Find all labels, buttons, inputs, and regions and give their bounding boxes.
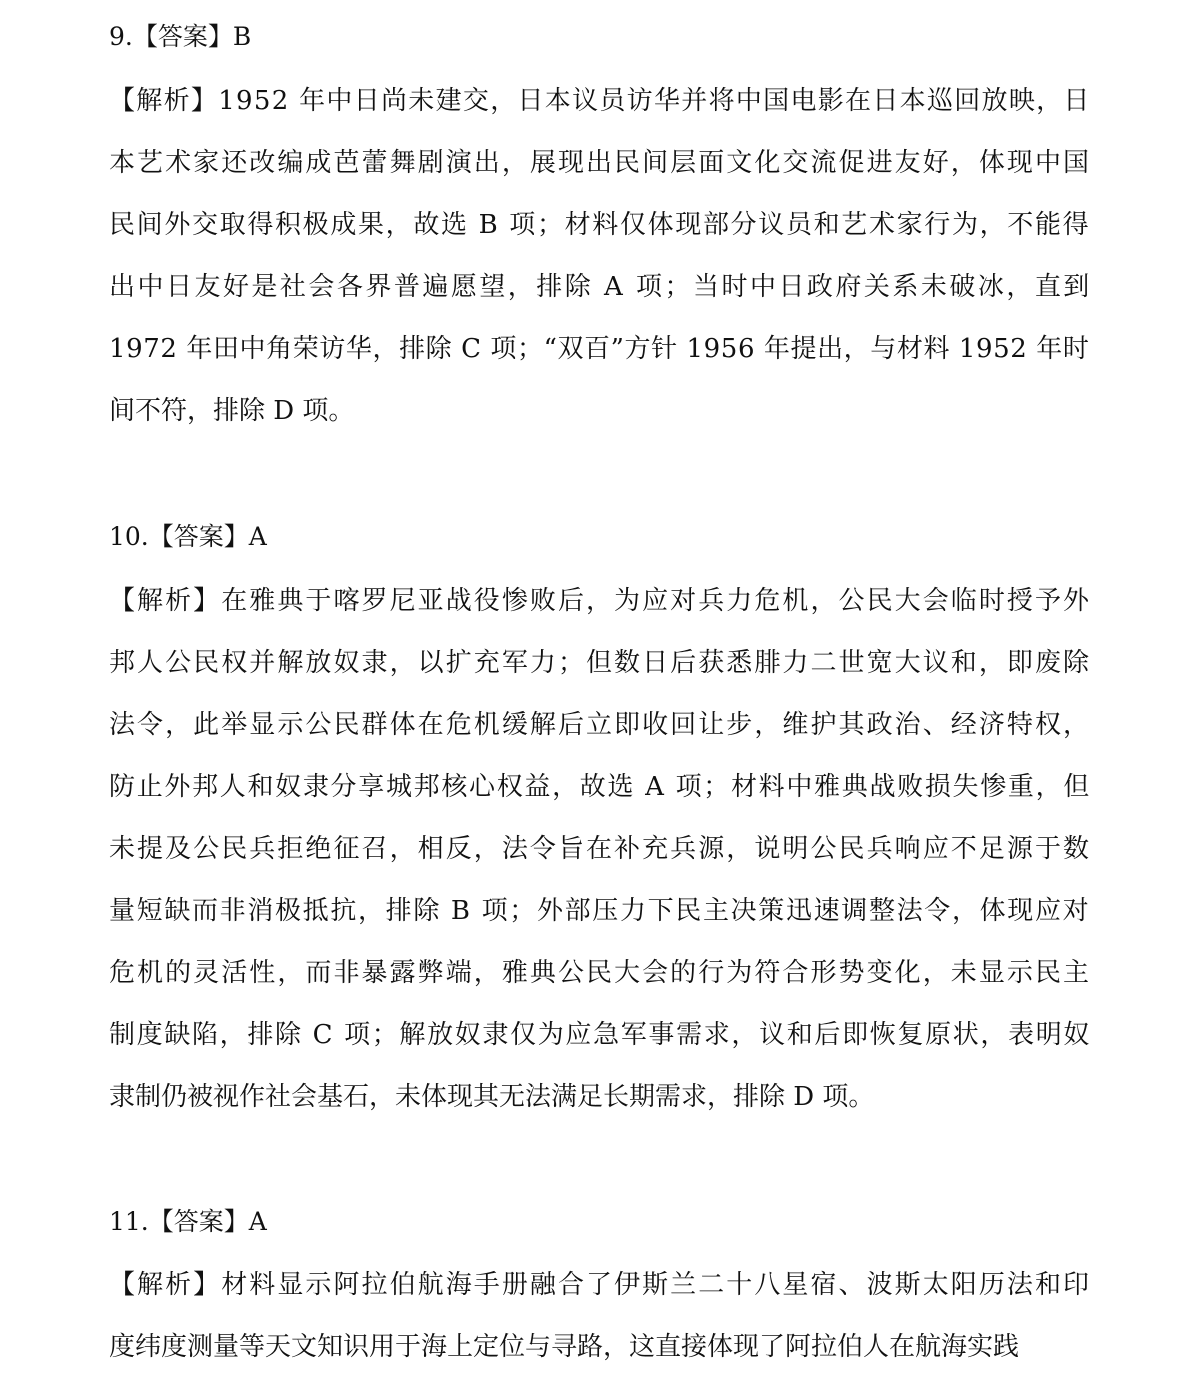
text-line: 法令，此举显示公民群体在危机缓解后立即收回让步，维护其政治、经济特权， (109, 710, 1092, 740)
analysis-paragraph-10 (109, 570, 1092, 1128)
text-line: 制度缺陷，排除 C 项；解放奴隶仅为应急军事需求，议和后即恢复原状，表明奴 (109, 1020, 1092, 1050)
analysis-paragraph-9 (109, 70, 1092, 442)
answer-heading-9: 9.【答案】B (109, 22, 252, 51)
text-line: 未提及公民兵拒绝征召，相反，法令旨在补充兵源，说明公民兵响应不足源于数 (109, 834, 1092, 864)
text-line: 邦人公民权并解放奴隶，以扩充军力；但数日后获悉腓力二世宽大议和，即废除 (109, 648, 1092, 678)
text-line: 间不符，排除 D 项。 (109, 396, 355, 426)
text-line: 量短缺而非消极抵抗，排除 B 项；外部压力下民主决策迅速调整法令，体现应对 (109, 896, 1091, 926)
text-line: 1972 年田中角荣访华，排除 C 项；“双百”方针 1956 年提出，与材料 1952 年时 (109, 334, 1090, 364)
analysis-paragraph-11 (109, 1254, 1092, 1378)
text-line: 防止外邦人和奴隶分享城邦核心权益，故选 A 项；材料中雅典战败损失惨重，但 (109, 772, 1092, 802)
text-line: 【解析】1952 年中日尚未建交，日本议员访华并将中国电影在日本巡回放映，日 (109, 86, 1091, 116)
text-line: 度纬度测量等天文知识用于海上定位与寻路，这直接体现了阿拉伯人在航海实践 (109, 1332, 1020, 1362)
text-line: 【解析】材料显示阿拉伯航海手册融合了伊斯兰二十八星宿、波斯太阳历法和印 (109, 1270, 1092, 1300)
text-line: 本艺术家还改编成芭蕾舞剧演出，展现出民间层面文化交流促进友好，体现中国 (109, 148, 1092, 178)
text-line: 危机的灵活性，而非暴露弊端，雅典公民大会的行为符合形势变化，未显示民主 (109, 958, 1092, 988)
text-line: 【解析】在雅典于喀罗尼亚战役惨败后，为应对兵力危机，公民大会临时授予外 (109, 586, 1092, 616)
text-line: 出中日友好是社会各界普遍愿望，排除 A 项；当时中日政府关系未破冰，直到 (109, 272, 1092, 302)
answer-heading-10: 10.【答案】A (109, 522, 267, 551)
answer-heading-11: 11.【答案】A (109, 1207, 267, 1236)
text-line: 民间外交取得积极成果，故选 B 项；材料仅体现部分议员和艺术家行为，不能得 (109, 210, 1091, 240)
text-line: 隶制仍被视作社会基石，未体现其无法满足长期需求，排除 D 项。 (109, 1082, 875, 1112)
